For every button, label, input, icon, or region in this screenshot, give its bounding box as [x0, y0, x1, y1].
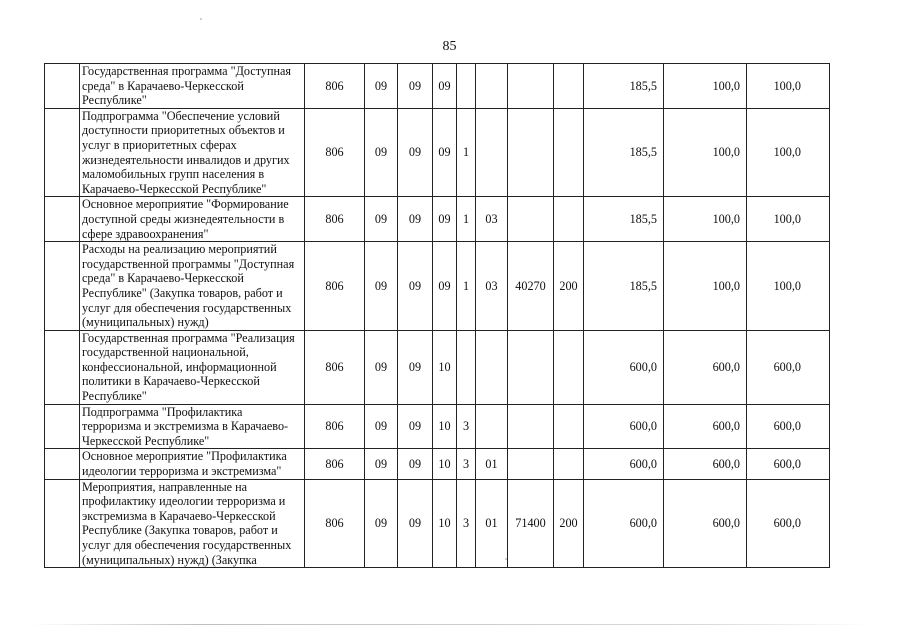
program-code-cell: 10 [433, 479, 457, 568]
amount-year-1-cell: 600,0 [584, 449, 664, 479]
direction-code-cell: 40270 [508, 242, 554, 331]
ministry-code-cell: 806 [305, 64, 365, 109]
amount-year-1-cell: 600,0 [584, 330, 664, 404]
ministry-code-cell: 806 [305, 449, 365, 479]
direction-code-cell [508, 449, 554, 479]
table-row [45, 330, 830, 404]
section-code-cell: 09 [365, 404, 398, 449]
subprogram-code-cell: 1 [457, 197, 476, 242]
amount-year-1-cell: 185,5 [584, 197, 664, 242]
amount-year-1-cell: 185,5 [584, 64, 664, 109]
amount-year-2-cell: 600,0 [664, 449, 747, 479]
amount-year-3-cell: 600,0 [747, 330, 830, 404]
blank-cell [45, 64, 80, 109]
section-code-cell: 09 [365, 242, 398, 331]
item-name-cell: Государственная программа "Реализация государственной национальной, конфессиональной, информационной политики в Карачаево-Черкесской Республике" [80, 330, 305, 404]
program-code-cell: 09 [433, 197, 457, 242]
subprogram-code-cell: 1 [457, 108, 476, 197]
subprogram-code-cell: 3 [457, 479, 476, 568]
event-code-cell [476, 404, 508, 449]
amount-year-2-cell: 100,0 [664, 108, 747, 197]
section-code-cell: 09 [365, 64, 398, 109]
event-code-cell: 03 [476, 242, 508, 331]
subprogram-code-cell: 3 [457, 404, 476, 449]
subprogram-code-cell [457, 64, 476, 109]
blank-cell [45, 108, 80, 197]
amount-year-3-cell: 100,0 [747, 242, 830, 331]
amount-year-1-cell: 185,5 [584, 108, 664, 197]
subsection-code-cell: 09 [398, 479, 433, 568]
subsection-code-cell: 09 [398, 108, 433, 197]
table-row [45, 404, 830, 449]
amount-year-2-cell: 100,0 [664, 242, 747, 331]
table-row [45, 108, 830, 197]
amount-year-3-cell: 600,0 [747, 449, 830, 479]
page-number: 85 [442, 39, 457, 54]
section-code-cell: 09 [365, 330, 398, 404]
section-code-cell: 09 [365, 449, 398, 479]
item-name-cell: Государственная программа "Доступная среда" в Карачаево-Черкесской Республике" [80, 64, 305, 109]
amount-year-2-cell: 100,0 [664, 64, 747, 109]
ministry-code-cell: 806 [305, 479, 365, 568]
subsection-code-cell: 09 [398, 242, 433, 331]
direction-code-cell [508, 197, 554, 242]
scan-edge-line [30, 624, 870, 625]
direction-code-cell: 71400 [508, 479, 554, 568]
blank-cell [45, 330, 80, 404]
subprogram-code-cell: 1 [457, 242, 476, 331]
direction-code-cell [508, 404, 554, 449]
blank-cell [45, 479, 80, 568]
scan-dot [505, 558, 507, 560]
blank-cell [45, 197, 80, 242]
event-code-cell: 01 [476, 449, 508, 479]
expense-type-cell: 200 [554, 242, 584, 331]
amount-year-3-cell: 100,0 [747, 64, 830, 109]
blank-cell [45, 404, 80, 449]
program-code-cell: 09 [433, 242, 457, 331]
subsection-code-cell: 09 [398, 197, 433, 242]
table-row [45, 449, 830, 479]
program-code-cell: 09 [433, 108, 457, 197]
event-code-cell [476, 108, 508, 197]
scan-dot [200, 18, 202, 20]
expense-type-cell: 200 [554, 479, 584, 568]
amount-year-2-cell: 600,0 [664, 479, 747, 568]
amount-year-1-cell: 600,0 [584, 479, 664, 568]
event-code-cell: 01 [476, 479, 508, 568]
program-code-cell: 10 [433, 449, 457, 479]
amount-year-3-cell: 600,0 [747, 479, 830, 568]
subsection-code-cell: 09 [398, 449, 433, 479]
table-row [45, 64, 830, 109]
item-name-cell: Подпрограмма "Обеспечение условий доступности приоритетных объектов и услуг в приоритетных сферах жизнедеятельности инвалидов и других маломобильных групп населения в Карачаево-Черкесской Республике" [80, 108, 305, 197]
ministry-code-cell: 806 [305, 330, 365, 404]
blank-cell [45, 242, 80, 331]
amount-year-3-cell: 100,0 [747, 197, 830, 242]
table-row [45, 479, 830, 568]
amount-year-2-cell: 100,0 [664, 197, 747, 242]
item-name-cell: Основное мероприятие "Профилактика идеологии терроризма и экстремизма" [80, 449, 305, 479]
amount-year-1-cell: 185,5 [584, 242, 664, 331]
direction-code-cell [508, 108, 554, 197]
table-row [45, 197, 830, 242]
section-code-cell: 09 [365, 108, 398, 197]
ministry-code-cell: 806 [305, 242, 365, 331]
program-code-cell: 10 [433, 404, 457, 449]
expense-type-cell [554, 64, 584, 109]
expense-type-cell [554, 197, 584, 242]
event-code-cell: 03 [476, 197, 508, 242]
ministry-code-cell: 806 [305, 108, 365, 197]
section-code-cell: 09 [365, 479, 398, 568]
item-name-cell: Мероприятия, направленные на профилактику идеологии терроризма и экстремизма в Карачаево-Черкесской Республике (Закупка товаров, работ и услуг для обеспечения государственных (муниципальных) нужд) (Закупка [80, 479, 305, 568]
amount-year-3-cell: 100,0 [747, 108, 830, 197]
subprogram-code-cell [457, 330, 476, 404]
ministry-code-cell: 806 [305, 197, 365, 242]
subprogram-code-cell: 3 [457, 449, 476, 479]
event-code-cell [476, 330, 508, 404]
item-name-cell: Расходы на реализацию мероприятий государственной программы "Доступная среда" в Карачаево-Черкесской Республике" (Закупка товаров, работ и услуг для обеспечения государственных (муниципальных) нужд) [80, 242, 305, 331]
expense-type-cell [554, 404, 584, 449]
amount-year-1-cell: 600,0 [584, 404, 664, 449]
program-code-cell: 10 [433, 330, 457, 404]
direction-code-cell [508, 64, 554, 109]
budget-table [44, 63, 830, 568]
program-code-cell: 09 [433, 64, 457, 109]
table-row [45, 242, 830, 331]
event-code-cell [476, 64, 508, 109]
table-body [45, 64, 830, 568]
subsection-code-cell: 09 [398, 404, 433, 449]
expense-type-cell [554, 449, 584, 479]
direction-code-cell [508, 330, 554, 404]
amount-year-2-cell: 600,0 [664, 330, 747, 404]
ministry-code-cell: 806 [305, 404, 365, 449]
item-name-cell: Подпрограмма "Профилактика терроризма и экстремизма в Карачаево-Черкесской Республике" [80, 404, 305, 449]
section-code-cell: 09 [365, 197, 398, 242]
subsection-code-cell: 09 [398, 330, 433, 404]
amount-year-2-cell: 600,0 [664, 404, 747, 449]
amount-year-3-cell: 600,0 [747, 404, 830, 449]
expense-type-cell [554, 108, 584, 197]
blank-cell [45, 449, 80, 479]
subsection-code-cell: 09 [398, 64, 433, 109]
expense-type-cell [554, 330, 584, 404]
item-name-cell: Основное мероприятие "Формирование доступной среды жизнедеятельности в сфере здравоохранения" [80, 197, 305, 242]
